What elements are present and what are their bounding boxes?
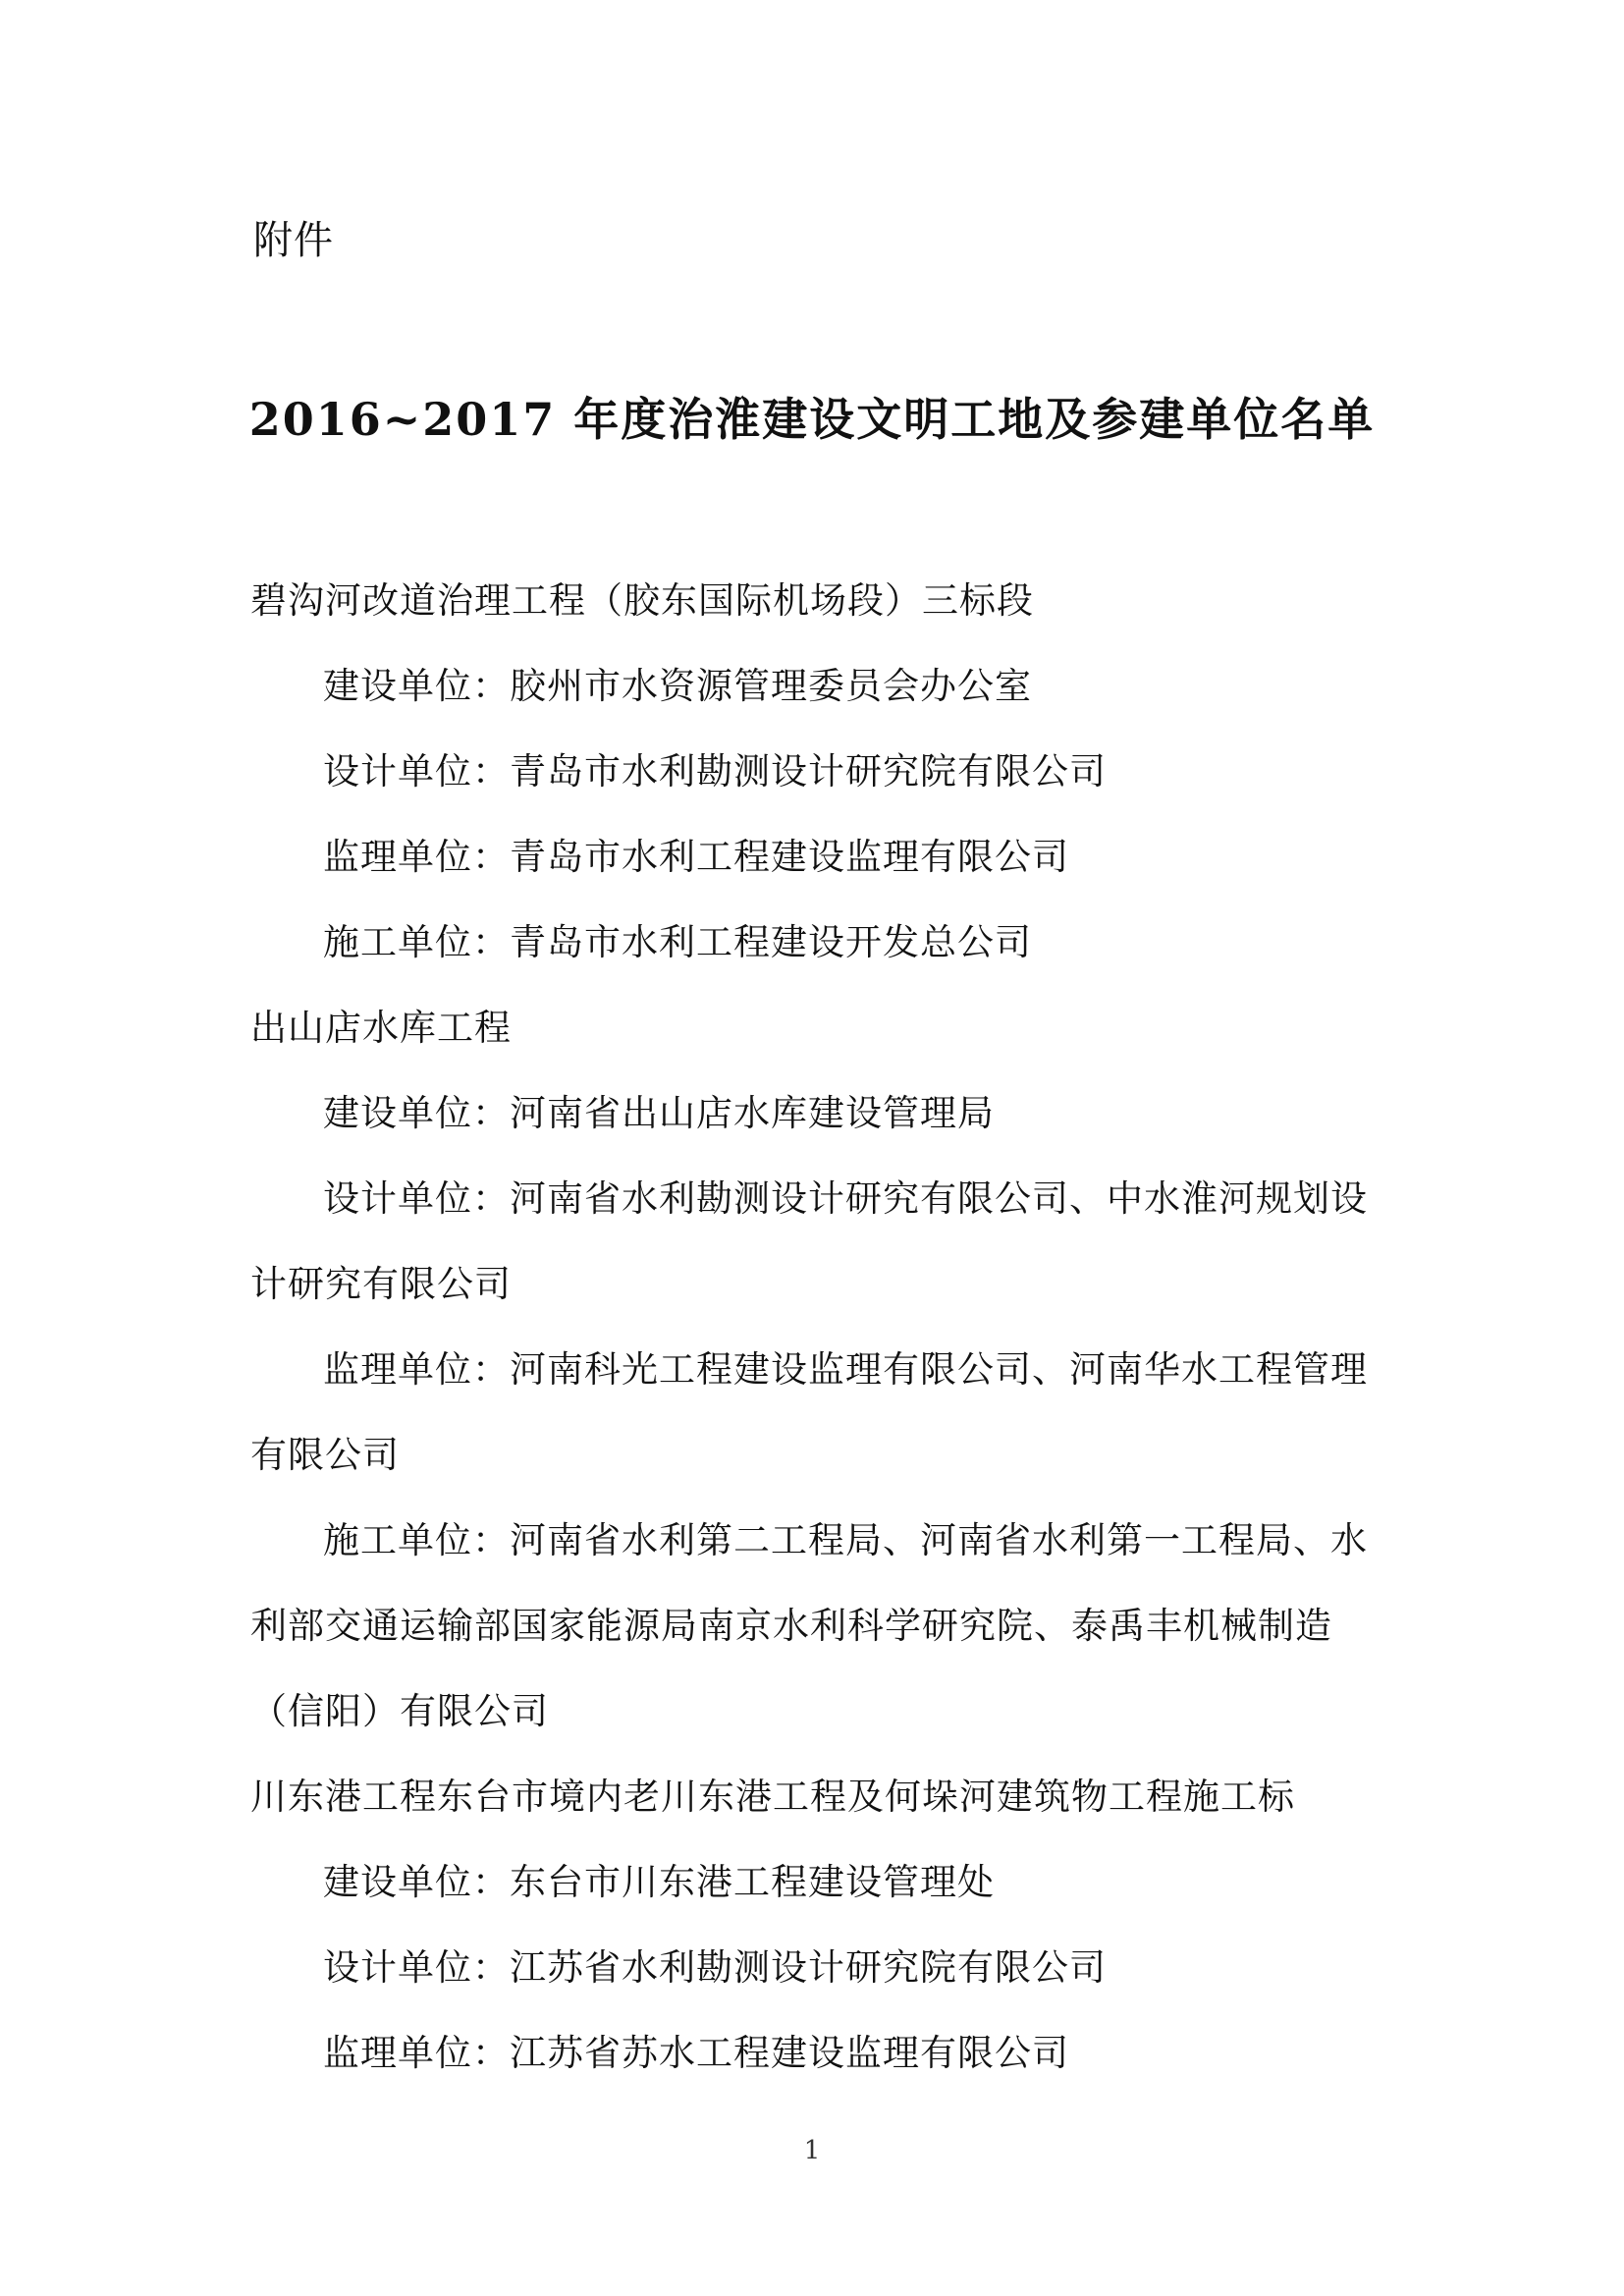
unit-label: 设计单位：	[323, 750, 510, 793]
unit-label: 监理单位：	[323, 2032, 510, 2074]
unit-value: 河南省水利第二工程局、河南省水利第一工程局、水利部交通运输部国家能源局南京水利科学研究院、泰禹丰机械制造（信阳）有限公司	[250, 1519, 1368, 1732]
unit-entry	[250, 1839, 1389, 1925]
attachment-label: 附件	[253, 218, 334, 263]
unit-label: 监理单位：	[323, 1348, 510, 1391]
unit-label: 施工单位：	[323, 1519, 510, 1561]
unit-value: 青岛市水利工程建设开发总公司	[510, 921, 1032, 963]
unit-entry	[250, 643, 1389, 729]
unit-entry	[250, 1498, 1389, 1754]
unit-value: 河南省出山店水库建设管理局	[510, 1092, 995, 1134]
unit-entry	[250, 1327, 1389, 1498]
unit-entry	[250, 814, 1389, 900]
project-title: 碧沟河改道治理工程（胶东国际机场段）三标段	[250, 579, 1034, 622]
project-title: 出山店水库工程	[250, 1007, 512, 1049]
unit-label: 设计单位：	[323, 1177, 510, 1220]
unit-value: 江苏省水利勘测设计研究院有限公司	[510, 1946, 1107, 1989]
document-body	[250, 558, 1389, 2096]
unit-value: 河南省水利勘测设计研究有限公司、中水淮河规划设计研究有限公司	[250, 1177, 1368, 1305]
document-title: 2016~2017 年度治淮建设文明工地及参建单位名单	[248, 393, 1376, 446]
unit-entry	[250, 1070, 1389, 1156]
unit-label: 建设单位：	[323, 1861, 510, 1903]
unit-entry	[250, 1925, 1389, 2010]
unit-value: 胶州市水资源管理委员会办公室	[510, 665, 1032, 707]
unit-value: 青岛市水利工程建设监理有限公司	[510, 836, 1069, 878]
project-title: 川东港工程东台市境内老川东港工程及何垛河建筑物工程施工标	[250, 1776, 1295, 1818]
unit-entry	[250, 1156, 1389, 1327]
unit-label: 建设单位：	[323, 665, 510, 707]
unit-label: 建设单位：	[323, 1092, 510, 1134]
unit-label: 设计单位：	[323, 1946, 510, 1989]
unit-label: 施工单位：	[323, 921, 510, 963]
unit-label: 监理单位：	[323, 836, 510, 878]
unit-value: 东台市川东港工程建设管理处	[510, 1861, 995, 1903]
unit-entry	[250, 729, 1389, 814]
unit-value: 河南科光工程建设监理有限公司、河南华水工程管理有限公司	[250, 1348, 1368, 1476]
unit-value: 江苏省苏水工程建设监理有限公司	[510, 2032, 1069, 2074]
unit-entry	[250, 2010, 1389, 2096]
page-number: 1	[803, 2136, 821, 2165]
unit-entry	[250, 900, 1389, 985]
unit-value: 青岛市水利勘测设计研究院有限公司	[510, 750, 1107, 793]
